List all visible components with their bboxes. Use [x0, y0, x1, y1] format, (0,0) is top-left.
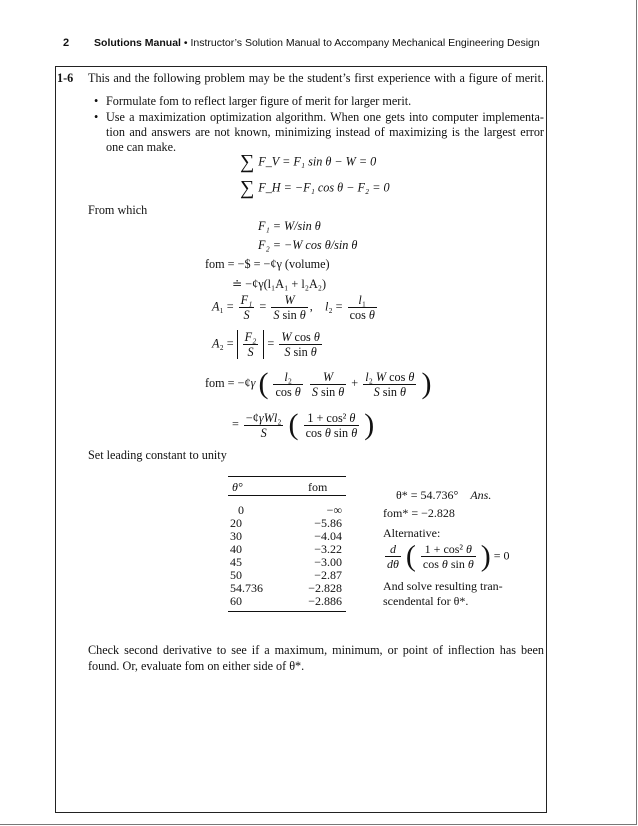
table-row: 45 −3.00: [230, 555, 342, 569]
equation-fom-expanded: fom = −¢γ ( $\frac{\text{l₂}}{\text{cos θ}}$ $\frac{W}{\text{S sin θ}}$ + $\frac{\text{l₂ W cos θ}}{\text{S sin θ}}$ ): [205, 367, 432, 400]
equation-f1: F₁ = W/sin θ: [258, 219, 321, 233]
ans-label: Ans.: [470, 488, 492, 502]
equation-sum-fv: ∑ F_V = F₁ sin θ − W = 0: [240, 151, 377, 173]
equation-fom-areas: ≐ −¢γ(l₁A₁ + l₂A₂): [232, 277, 327, 291]
table-row: 20 −5.86: [230, 516, 342, 530]
table-row: 54.736 −2.828: [230, 581, 342, 595]
header-bullet: •: [183, 37, 188, 49]
bullet-mark: •: [94, 110, 99, 124]
solve-text-line-1: And solve resulting tran-: [383, 579, 503, 593]
problem-number: 1-6: [57, 71, 74, 85]
derivative-equation: $\frac{d}{d\theta}$ ( $\frac{\text{1 + cos² θ}}{\text{cos θ sin θ}}$ ) = 0: [387, 539, 510, 573]
equation-fom-simplified: = $\frac{\text{−¢γWl₂}}{S}$ ( $\frac{\text{1 + cos² θ}}{\text{cos θ sin θ}}$ ): [232, 408, 375, 441]
fom-star-result: fom* = −2.828: [383, 506, 455, 520]
bullet-2-line-1: Use a maximization optimization algorithm. When one gets into computer implementa-: [106, 110, 544, 124]
book-title: Solutions Manual: [94, 37, 181, 49]
alternative-label: Alternative:: [383, 526, 441, 540]
solve-text-line-2: scendental for θ*.: [383, 594, 469, 608]
page-number: 2: [63, 37, 70, 49]
table-row: 30 −4.04: [230, 529, 342, 543]
set-leading-constant: Set leading constant to unity: [88, 448, 227, 462]
bullet-1: Formulate fom to reflect larger figure of merit for larger merit.: [106, 94, 412, 108]
from-which-label: From which: [88, 203, 148, 217]
table-header-theta: θ°: [232, 480, 243, 494]
table-header-fom: fom: [308, 480, 328, 494]
running-header: [63, 37, 540, 49]
table-row: 60 −2.886: [230, 594, 342, 608]
bullet-2-line-2: tion and answers are not known, minimizing instead of maximizing is the largest error: [106, 125, 544, 139]
equation-sum-fh: ∑ F_H = −F₁ cos θ − F₂ = 0: [240, 177, 390, 199]
equation-f2: F₂ = −W cos θ/sin θ: [258, 238, 358, 252]
problem-intro: This and the following problem may be the student’s first experience with a figure of merit.: [88, 71, 544, 85]
bullet-mark: •: [94, 94, 99, 108]
table-row: 50 −2.87: [230, 568, 342, 582]
equation-a2: A₂ = $\frac{\text{F₂}}{S}$ = $\frac{\text{W cos θ}}{\text{S sin θ}}$: [212, 330, 320, 359]
table-row: 0 −∞: [238, 503, 342, 517]
closing-line-1: Check second derivative to see if a maximum, minimum, or point of inflection has been: [88, 643, 544, 657]
closing-line-2: found. Or, evaluate fom on either side of θ*.: [88, 659, 305, 673]
table-row: 40 −3.22: [230, 542, 342, 556]
theta-star-result: θ* = 54.736° Ans.: [396, 488, 492, 502]
bullet-2-line-3: one can make.: [106, 140, 177, 154]
equation-fom-volume: fom = −$ = −¢γ (volume): [205, 257, 330, 271]
header-subtitle: Instructor’s Solution Manual to Accompany Mechanical Engineering Design: [190, 37, 540, 49]
equation-a1: A₁ = $\frac{\text{F₁}}{S}$ = $\frac{W}{\text{S sin θ}}$ , l₂ = $\frac{\text{l₁}}{\text{cos θ}}$: [212, 293, 375, 322]
